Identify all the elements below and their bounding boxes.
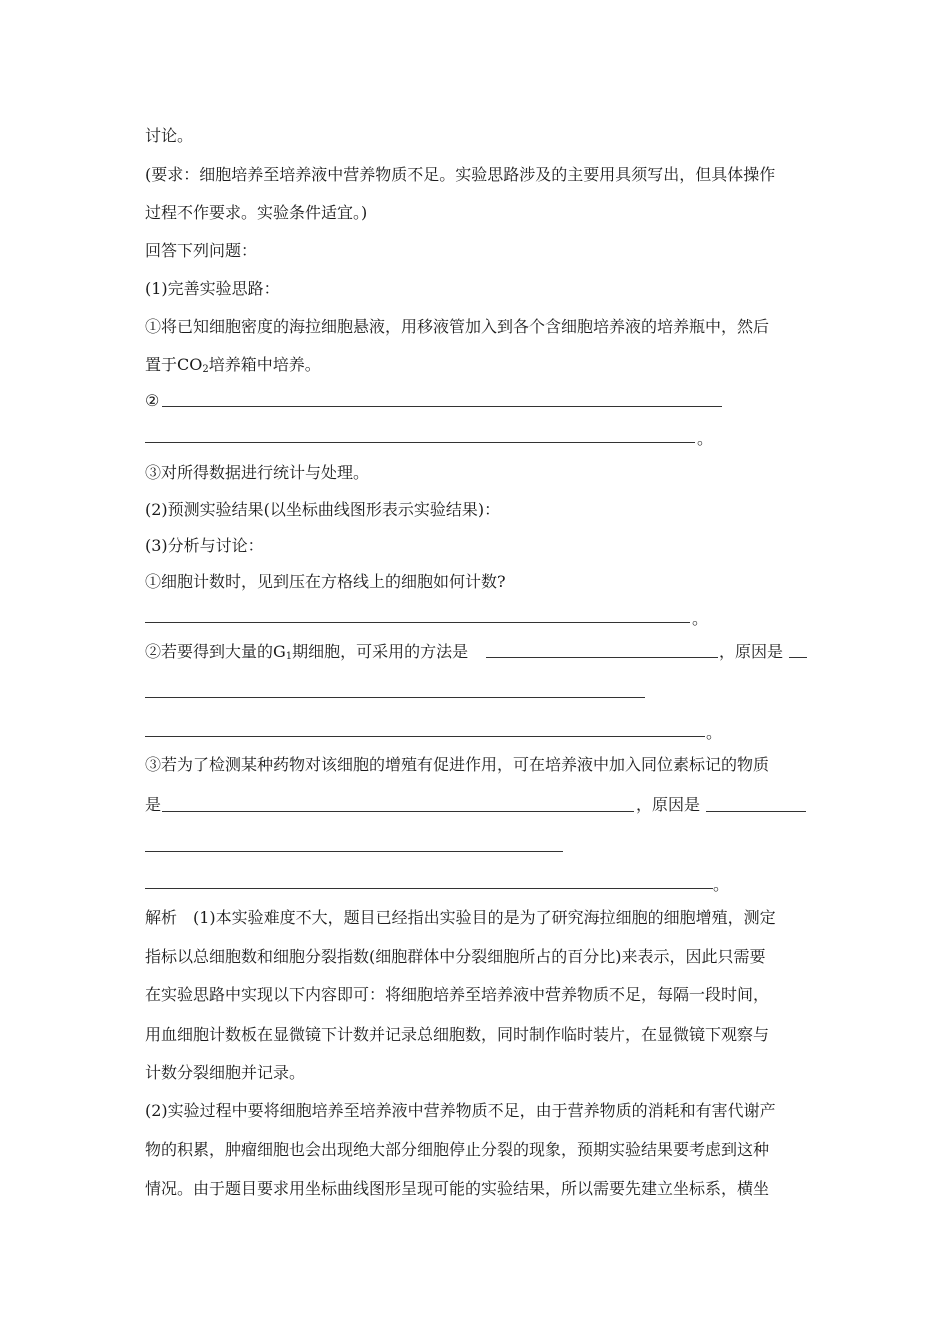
answer-blank-q3-b-reason-start[interactable]	[789, 657, 807, 658]
requirement-line-1: (要求：细胞培养至培养液中营养物质不足。实验思路涉及的主要用具须写出，但具体操作	[145, 165, 776, 184]
q3-c-line1: ③若为了检测某种药物对该细胞的增殖有促进作用，可在培养液中加入同位素标记的物质	[145, 755, 770, 774]
answer-blank-q3-c-substance[interactable]	[162, 811, 634, 812]
q3-a-question: ①细胞计数时，见到压在方格线上的细胞如何计数?	[145, 572, 506, 591]
analysis-line-2: 指标以总细胞数和细胞分裂指数(细胞群体中分裂细胞所占的百分比)来表示，因此只需要	[145, 947, 766, 966]
answer-blank-q1-step2-b[interactable]	[145, 442, 695, 443]
analysis-line-8: 情况。由于题目要求用坐标曲线图形呈现可能的实验结果，所以需要先建立坐标系，横坐	[145, 1179, 770, 1198]
q1-step1-line2-pre: 置于CO	[145, 355, 203, 374]
q1-step1-line1: ①将已知细胞密度的海拉细胞悬液，用移液管加入到各个含细胞培养液的培养瓶中，然后	[145, 317, 770, 336]
q2-heading: (2)预测实验结果(以坐标曲线图形表示实验结果)：	[145, 500, 501, 519]
answer-blank-q1-step2-a[interactable]	[162, 406, 722, 407]
period-mark: 。	[706, 723, 723, 742]
answer-blank-q3-b-method[interactable]	[486, 657, 718, 658]
q1-step1-line2-post: 培养箱中培养。	[208, 355, 321, 374]
co2-subscript: 2	[202, 364, 209, 375]
answer-blank-q3-b-reason-b[interactable]	[145, 736, 705, 737]
g1-subscript: 1	[285, 651, 293, 662]
q1-step3: ③对所得数据进行统计与处理。	[145, 463, 370, 482]
answer-blank-q3-b-reason-a[interactable]	[145, 697, 645, 698]
analysis-line-4: 用血细胞计数板在显微镜下计数并记录总细胞数，同时制作临时装片，在显微镜下观察与	[145, 1025, 770, 1044]
q3-heading: (3)分析与讨论：	[145, 536, 264, 555]
q3-b-mid: 期细胞，可采用的方法是	[292, 642, 469, 661]
answer-prompt: 回答下列问题：	[145, 241, 258, 260]
period-mark: 。	[697, 429, 714, 448]
period-mark: 。	[713, 875, 730, 894]
analysis-line-6: (2)实验过程中要将细胞培养至培养液中营养物质不足，由于营养物质的消耗和有害代谢产	[145, 1101, 776, 1120]
q3-c-post: ，原因是	[636, 795, 701, 814]
q3-c-pre: 是	[145, 795, 162, 814]
answer-blank-q3-c-reason-start[interactable]	[706, 811, 806, 812]
analysis-line-7: 物的积累，肿瘤细胞也会出现绝大部分细胞停止分裂的现象，预期实验结果要考虑到这种	[145, 1140, 770, 1159]
answer-blank-q3-a[interactable]	[145, 622, 690, 623]
q1-step2-label: ②	[145, 391, 160, 410]
analysis-line-3: 在实验思路中实现以下内容即可：将细胞培养至培养液中营养物质不足，每隔一段时间，	[145, 985, 770, 1004]
q1-heading: (1)完善实验思路：	[145, 279, 280, 298]
analysis-line-5: 计数分裂细胞并记录。	[145, 1063, 306, 1082]
requirement-line-2: 过程不作要求。实验条件适宜。)	[145, 203, 368, 222]
answer-blank-q3-c-reason-b[interactable]	[145, 888, 713, 889]
q3-b-pre: ②若要得到大量的G	[145, 642, 286, 661]
period-mark: 。	[692, 609, 709, 628]
q3-b-line	[145, 642, 468, 667]
q3-b-post: ，原因是	[719, 642, 784, 661]
answer-blank-q3-c-reason-a[interactable]	[145, 851, 563, 852]
intro-text: 讨论。	[145, 126, 194, 145]
q1-step1-line2	[145, 355, 321, 380]
analysis-line-1: 解析 (1)本实验难度不大，题目已经指出实验目的是为了研究海拉细胞的细胞增殖，测定	[145, 908, 776, 927]
